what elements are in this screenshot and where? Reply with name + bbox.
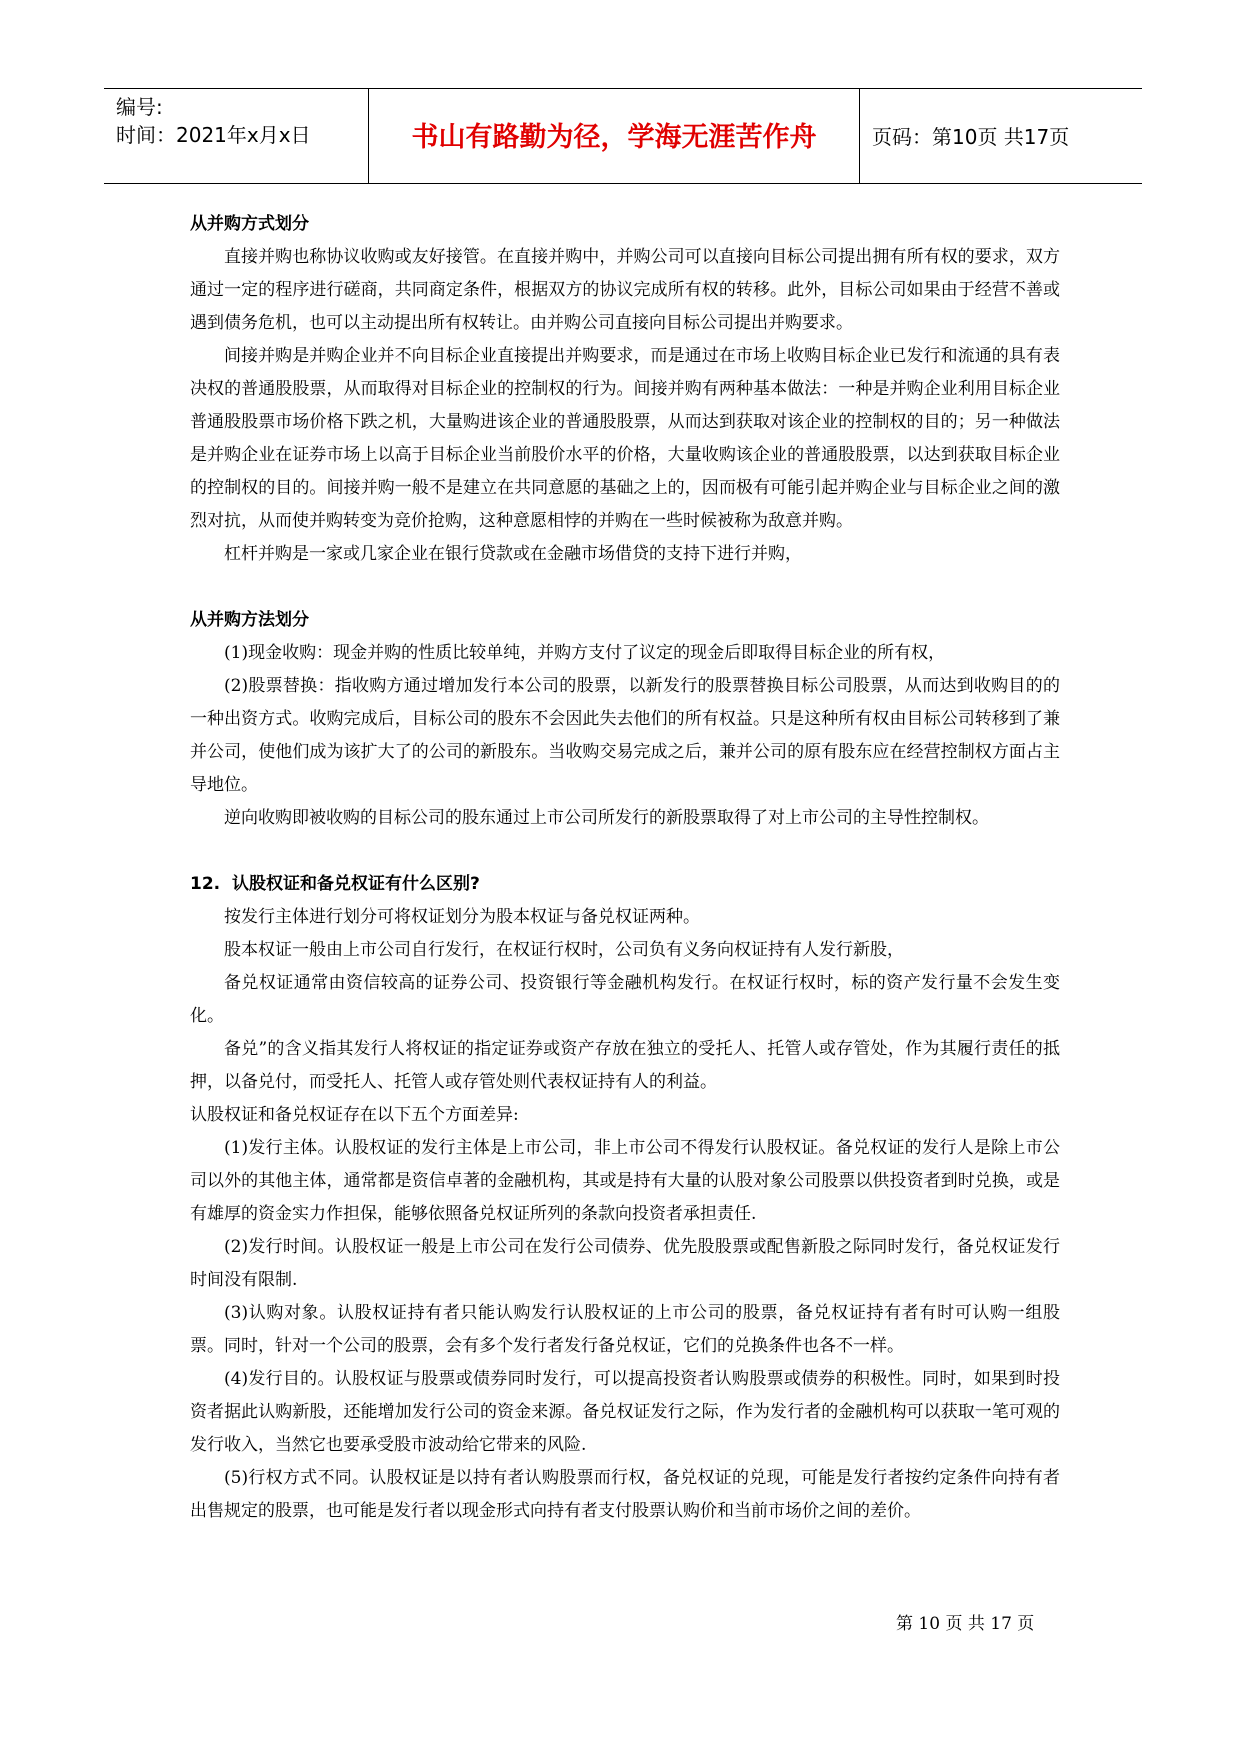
- spacer: [190, 571, 1060, 604]
- paragraph: 按发行主体进行划分可将权证划分为股本权证与备兑权证两种。: [224, 907, 700, 927]
- paragraph: 备兑”的含义指其发行人将权证的指定证券或资产存放在独立的受托人、托管人或存管处，作为其履行责任的抵押，以备兑付，而受托人、托管人或存管处则代表权证持有人的利益。: [190, 1039, 1060, 1092]
- paragraph: (1)现金收购：现金并购的性质比较单纯，并购方支付了议定的现金后即取得目标企业的所有权，: [224, 643, 946, 663]
- paragraph: 杠杆并购是一家或几家企业在银行贷款或在金融市场借贷的支持下进行并购，: [224, 544, 802, 564]
- spacer: [190, 835, 1060, 868]
- header-divider: [859, 89, 860, 183]
- paragraph: 逆向收购即被收购的目标公司的股东通过上市公司所发行的新股票取得了对上市公司的主导性控制权。: [224, 808, 989, 828]
- list-item: (1)发行主体。认股权证的发行主体是上市公司，非上市公司不得发行认股权证。备兑权证的发行人是除上市公司以外的其他主体，通常都是资信卓著的金融机构，其或是持有大量的认股对象公司股票以供投资者到时兑换，或是有雄厚的资金实力作担保，能够依照备兑权证所列的条款向投资者承担责任.: [190, 1138, 1060, 1224]
- document-time-label: 时间：2021年x月x日: [116, 123, 311, 147]
- list-item: (2)发行时间。认股权证一般是上市公司在发行公司债券、优先股股票或配售新股之际同时发行，备兑权证发行时间没有限制.: [190, 1237, 1060, 1290]
- document-number-label: 编号:: [116, 95, 163, 119]
- paragraph: (2)股票替换：指收购方通过增加发行本公司的股票，以新发行的股票替换目标公司股票，从而达到收购目的的一种出资方式。收购完成后，目标公司的股东不会因此失去他们的所有权益。只是这种所有权由目标公司转移到了兼并公司，使他们成为该扩大了的公司的新股东。当收购交易完成之后，兼并公司的原有股东应在经营控制权方面占主导地位。: [190, 676, 1060, 795]
- question-heading: [190, 868, 1060, 901]
- paragraph: 股本权证一般由上市公司自行发行，在权证行权时，公司负有义务向权证持有人发行新股，: [224, 940, 904, 960]
- document-body: [190, 208, 1060, 1528]
- question-number: 12.: [190, 874, 221, 894]
- header-meta: [116, 93, 311, 149]
- page-footer: 第 10 页 共 17 页: [896, 1614, 1035, 1634]
- question-title: 认股权证和备兑权证有什么区别?: [232, 874, 480, 894]
- paragraph: 直接并购也称协议收购或友好接管。在直接并购中，并购公司可以直接向目标公司提出拥有所有权的要求，双方通过一定的程序进行磋商，共同商定条件，根据双方的协议完成所有权的转移。此外，目标公司如果由于经营不善或遇到债务危机，也可以主动提出所有权转让。由并购公司直接向目标公司提出并购要求。: [190, 247, 1060, 333]
- list-item: (4)发行目的。认股权证与股票或债券同时发行，可以提高投资者认购股票或债券的积极性。同时，如果到时投资者据此认购新股，还能增加发行公司的资金来源。备兑权证发行之际，作为发行者的金融机构可以获取一笔可观的发行收入，当然它也要承受股市波动给它带来的风险.: [190, 1369, 1060, 1455]
- paragraph: 认股权证和备兑权证存在以下五个方面差异:: [190, 1105, 519, 1125]
- list-item: (5)行权方式不同。认股权证是以持有者认购股票而行权，备兑权证的兑现，可能是发行者按约定条件向持有者出售规定的股票，也可能是发行者以现金形式向持有者支付股票认购价和当前市场价之间的差价。: [190, 1468, 1060, 1521]
- page-header: [104, 88, 1142, 184]
- paragraph: 备兑权证通常由资信较高的证券公司、投资银行等金融机构发行。在权证行权时，标的资产发行量不会发生变化。: [190, 973, 1060, 1026]
- section-heading: 从并购方式划分: [190, 214, 309, 234]
- section-heading: 从并购方法划分: [190, 610, 309, 630]
- header-motto: 书山有路勤为径，学海无涯苦作舟: [411, 122, 817, 153]
- paragraph: 间接并购是并购企业并不向目标企业直接提出并购要求，而是通过在市场上收购目标企业已发行和流通的具有表决权的普通股股票，从而取得对目标企业的控制权的行为。间接并购有两种基本做法：一种是并购企业利用目标企业普通股股票市场价格下跌之机，大量购进该企业的普通股股票，从而达到获取对该企业的控制权的目的；另一种做法是并购企业在证券市场上以高于目标企业当前股价水平的价格，大量收购该企业的普通股股票，以达到获取目标企业的控制权的目的。间接并购一般不是建立在共同意愿的基础之上的，因而极有可能引起并购企业与目标企业之间的激烈对抗，从而使并购转变为竞价抢购，这种意愿相悖的并购在一些时候被称为敌意并购。: [190, 346, 1060, 531]
- list-item: (3)认购对象。认股权证持有者只能认购发行认股权证的上市公司的股票，备兑权证持有者有时可认购一组股票。同时，针对一个公司的股票，会有多个发行者发行备兑权证，它们的兑换条件也各不一样。: [190, 1303, 1060, 1356]
- header-page-info: 页码：第10页 共17页: [872, 125, 1070, 149]
